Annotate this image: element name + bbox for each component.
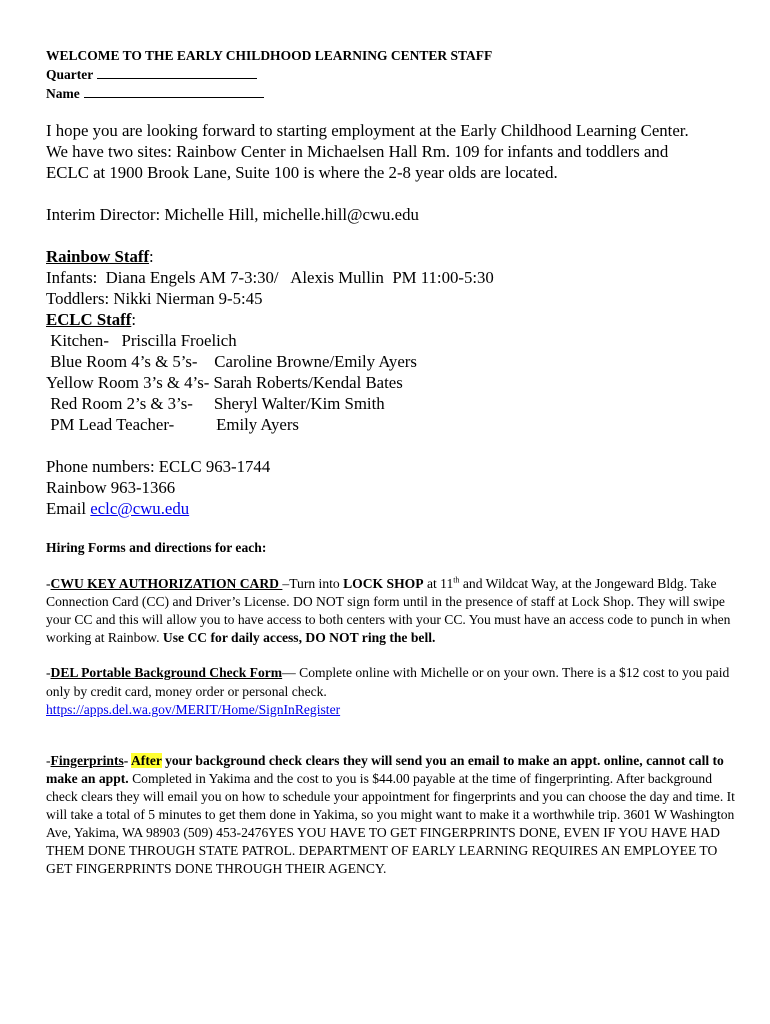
quarter-line — [46, 65, 736, 84]
rainbow-heading-line: Rainbow Staff: — [46, 247, 154, 266]
name-label: Name — [46, 86, 80, 101]
staff-names: Sarah Roberts/Kendal Bates — [213, 373, 403, 392]
key-card-text: and Wildcat Way, at the Jongeward Bldg. Take Connection Card (CC) and Driver’s License. DO NOT sign form until in the presence of staff at Lock Shop. They will swipe your CC and this will allow you to have access to both centers with your CC. You must have an access code to punch in when working at Rainbow. — [46, 576, 731, 646]
fingerprints-bold-text: your background check clears they will send you an email to make an appt. online, cannot call to make an appt. — [46, 752, 724, 786]
phone-line: Phone numbers: ECLC 963-1744 — [46, 457, 271, 476]
background-check-link[interactable]: https://apps.del.wa.gov/MERIT/Home/SignInRegister — [46, 701, 341, 717]
staff-room: Blue Room 4’s & 5’s- — [46, 352, 215, 371]
staff-section — [46, 246, 736, 435]
staff-names: Caroline Browne/Emily Ayers — [214, 352, 417, 371]
fingerprints-paragraph — [46, 752, 736, 879]
key-card-paragraph — [46, 575, 736, 647]
staff-names: Priscilla Froelich — [121, 331, 237, 350]
after-highlight: After — [130, 752, 162, 768]
fingerprints-text: Completed in Yakima and the cost to you is $44.00 payable at the time of fingerprinting. After background check clears they will email you on how to schedule your appointment for fingerprints and you can choose the day and time. It will take a total of 5 minutes to get them done in Yakima, so you might want to make it a worthwhile trip. 3601 W Washington Ave, Yakima, WA 98903 (509) 453-2476YES YOU HAVE TO GET FINGERPRINTS DONE, EVEN IF YOU HAVE HAD THEM DONE THROUGH STATE PATROL. DEPARTMENT OF EARLY LEARNING REQUIRES AN EMPLOYEE TO GET FINGERPRINTS DONE THROUGH THEIR AGENCY. — [46, 770, 735, 877]
key-card-text: –Turn into — [282, 576, 344, 592]
key-card-note: Use CC for daily access, DO NOT ring the bell. — [162, 630, 436, 646]
name-line — [46, 84, 736, 103]
background-check-text: — Complete online with Michelle or on your own. There is a $12 cost to you paid only by credit card, money order or personal check. — [46, 665, 730, 699]
staff-room: Kitchen- — [46, 331, 122, 350]
rainbow-toddlers: Toddlers: Nikki Nierman 9-5:45 — [46, 289, 263, 308]
intro-paragraph — [46, 120, 736, 183]
ordinal-suffix: th — [453, 575, 460, 585]
staff-row — [46, 351, 736, 372]
bullet-dash: - — [46, 752, 51, 768]
intro-line-2: We have two sites: Rainbow Center in Michaelsen Hall Rm. 109 for infants and toddlers and — [46, 142, 669, 161]
rainbow-infants: Infants: Diana Engels AM 7-3:30/ Alexis Mullin PM 11:00-5:30 — [46, 268, 494, 287]
eclc-heading-line: ECLC Staff: — [46, 310, 136, 329]
staff-room: PM Lead Teacher- — [46, 415, 217, 434]
name-blank — [84, 85, 264, 98]
bullet-dash: - — [46, 665, 51, 681]
staff-row — [46, 330, 736, 351]
staff-row — [46, 372, 736, 393]
document-page — [46, 46, 736, 878]
hiring-title: Hiring Forms and directions for each: — [46, 540, 267, 555]
intro-line-1: I hope you are looking forward to starting employment at the Early Childhood Learning Center. — [46, 121, 689, 140]
email-link[interactable]: eclc@cwu.edu — [90, 499, 190, 518]
quarter-blank — [97, 66, 257, 79]
fingerprints-title: Fingerprints — [50, 752, 124, 768]
email-line — [46, 498, 736, 519]
eclc-heading: ECLC Staff — [46, 310, 132, 329]
background-check-title: DEL Portable Background Check Form — [50, 665, 283, 681]
intro-line-3: ECLC at 1900 Brook Lane, Suite 100 is where the 2-8 year olds are located. — [46, 163, 558, 182]
lock-shop-label: LOCK SHOP — [343, 576, 424, 592]
staff-room: Red Room 2’s & 3’s- — [46, 394, 214, 413]
fingerprints-separator: - — [123, 752, 131, 768]
staff-row — [46, 393, 736, 414]
key-card-text: at 11 — [423, 576, 454, 592]
staff-names: Emily Ayers — [216, 415, 299, 434]
quarter-label: Quarter — [46, 67, 94, 82]
staff-room: Yellow Room 3’s & 4’s- — [46, 373, 214, 392]
email-label: Email — [46, 499, 91, 518]
document-title: WELCOME TO THE EARLY CHILDHOOD LEARNING CENTER STAFF — [46, 48, 493, 63]
staff-row — [46, 414, 736, 435]
document-header — [46, 46, 736, 103]
rainbow-phone-line: Rainbow 963-1366 — [46, 478, 176, 497]
key-card-title: CWU KEY AUTHORIZATION CARD — [50, 576, 283, 592]
contact-section — [46, 456, 736, 519]
background-check-paragraph — [46, 664, 736, 718]
rainbow-heading: Rainbow Staff — [46, 247, 150, 266]
bullet-dash: - — [46, 576, 51, 592]
director-line: Interim Director: Michelle Hill, michelle.hill@cwu.edu — [46, 205, 419, 224]
staff-names: Sheryl Walter/Kim Smith — [213, 394, 385, 413]
